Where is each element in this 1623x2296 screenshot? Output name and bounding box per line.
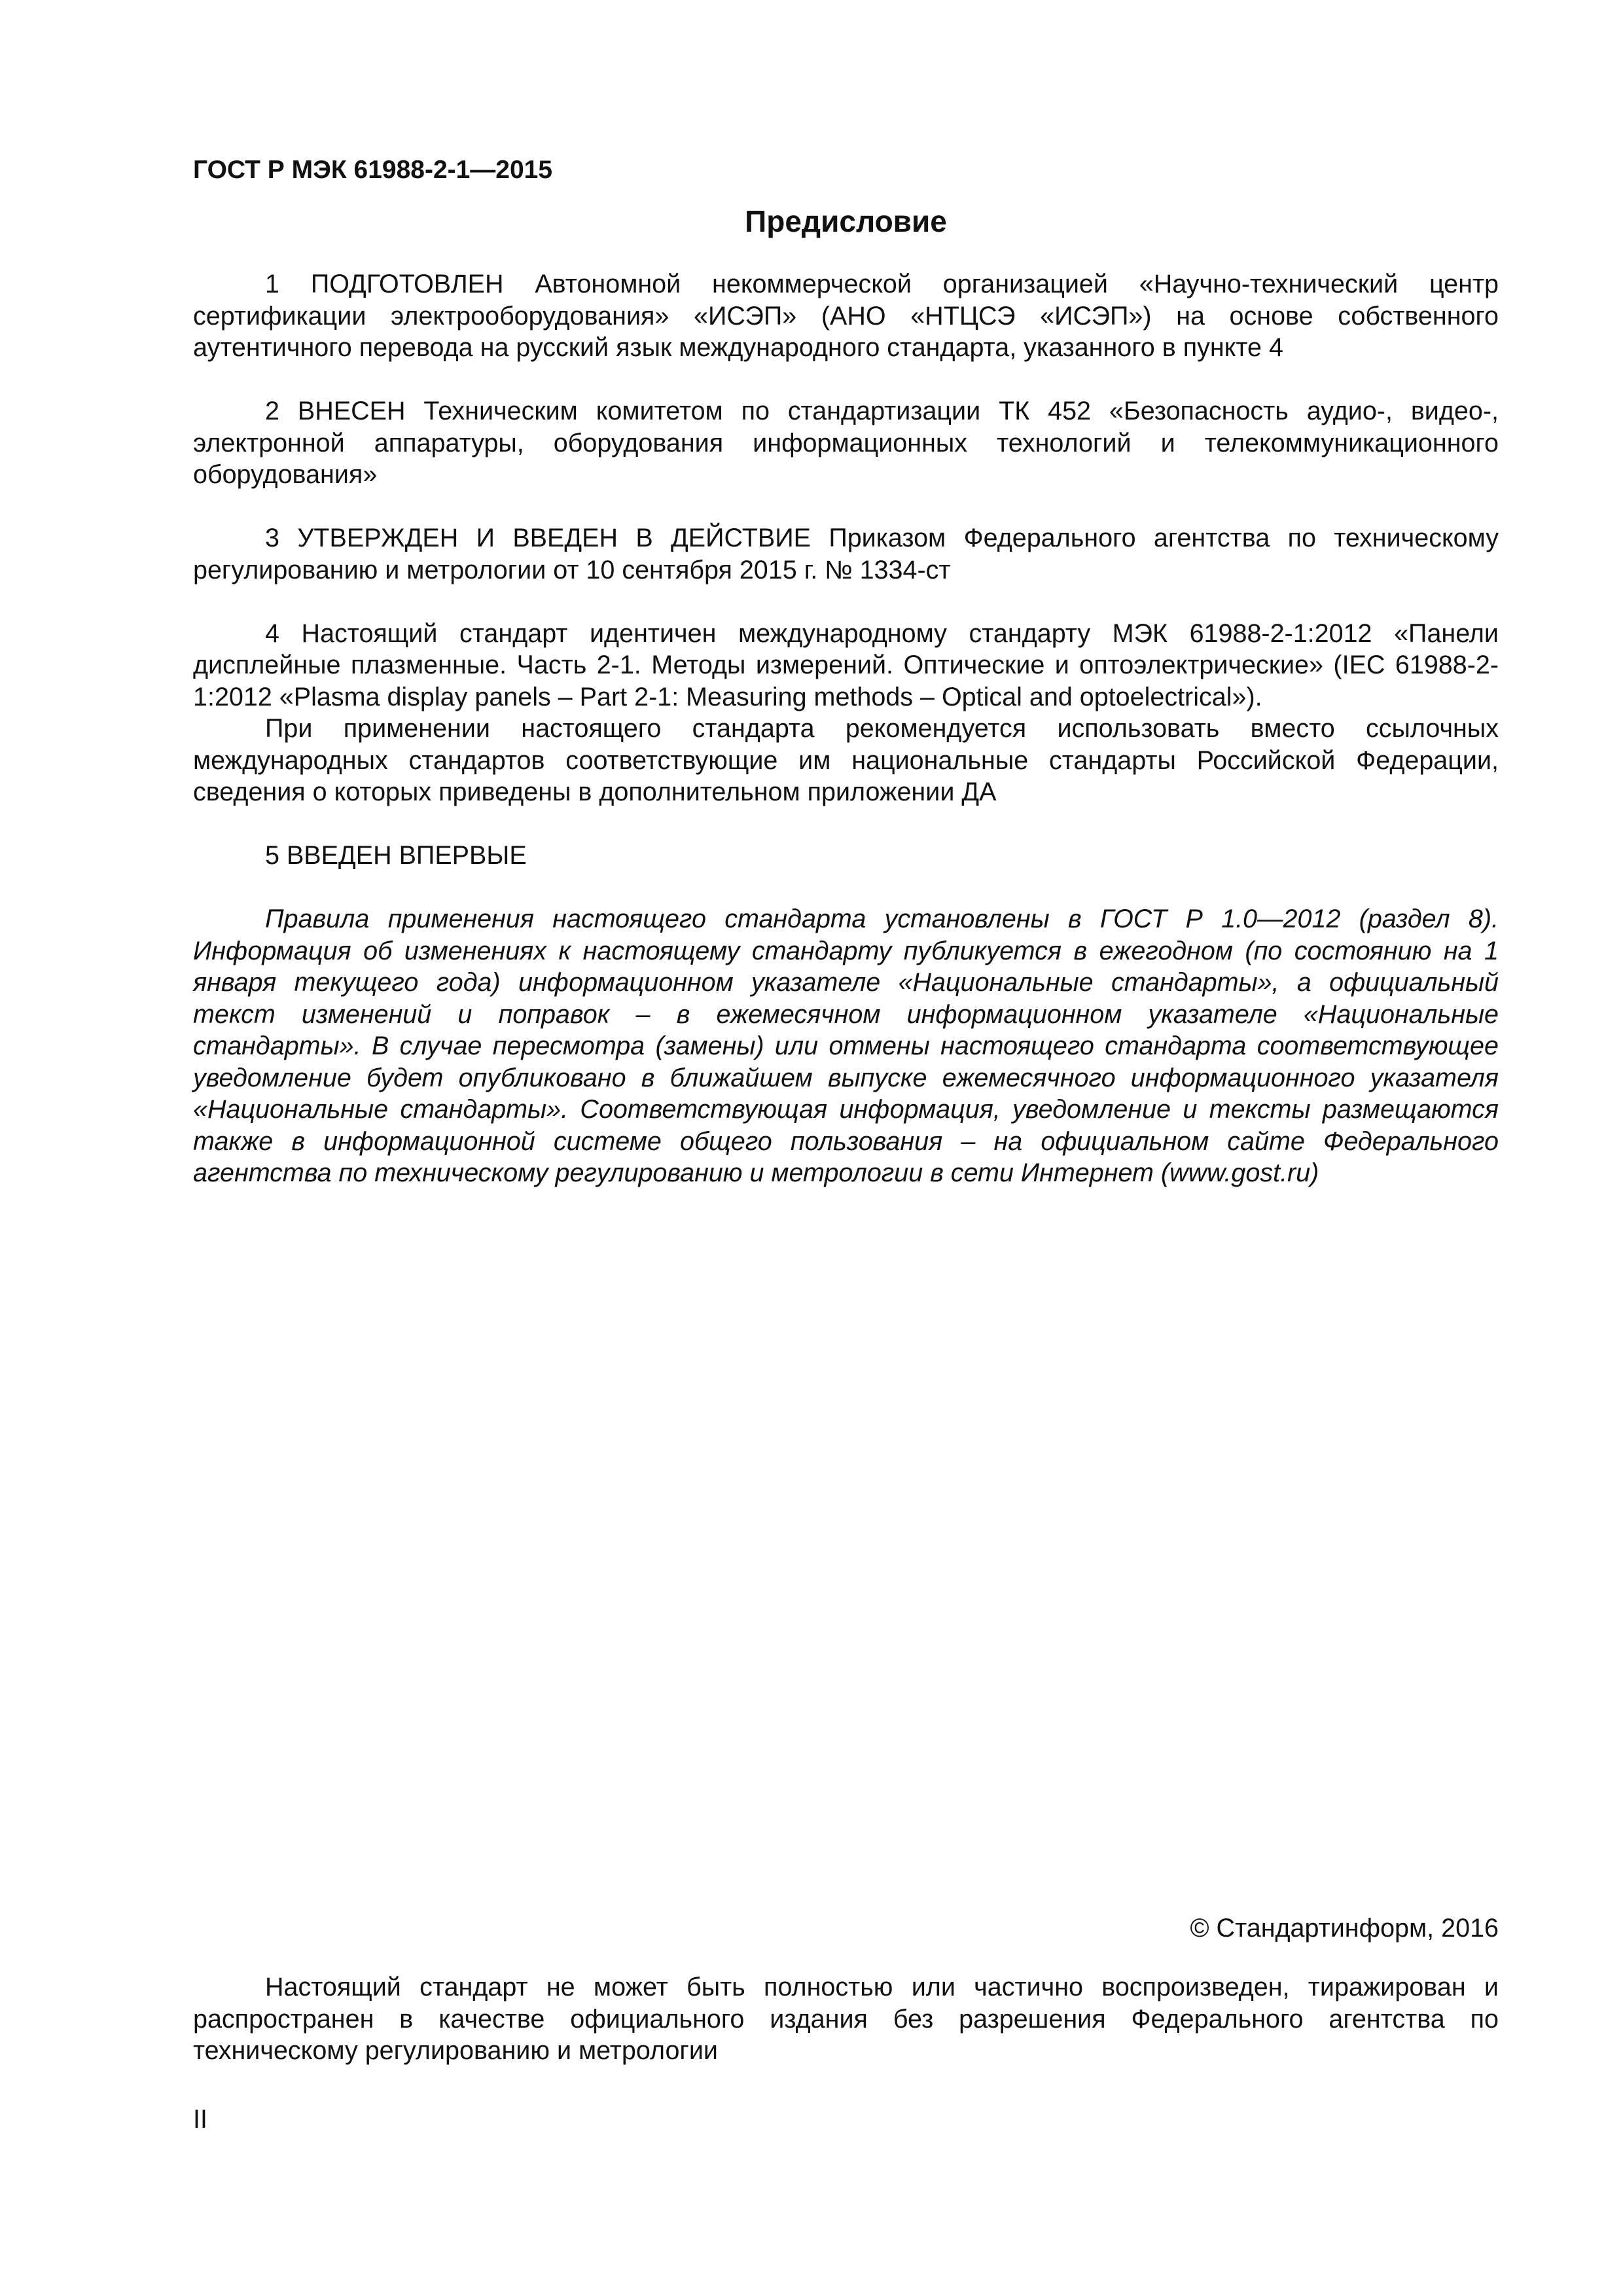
foreword-body xyxy=(193,268,1499,1189)
paragraph-introduced: 5 ВВЕДЕН ВПЕРВЫЕ xyxy=(265,841,527,870)
page-title: Предисловие xyxy=(745,204,947,238)
page-number: II xyxy=(193,2105,207,2134)
rules-note: Правила применения настоящего стандарта установлены в ГОСТ Р 1.0—2012 (раздел 8). Информация об изменениях к настоящему стандарту публикуется в ежегодном (по состоянию на 1 января текущего года) информационном указателе «Национальные стандарты», а официальный текст изменений и поправок – в ежемесячном информационном указателе «Национальные стандарты». В случае пересмотра (замены) или отмены настоящего стандарта соответствующее уведомление будет опубликовано в ближайшем выпуске ежемесячного информационного указателя «Национальные стандарты». Соответствующая информация, уведомление и тексты размещаются также в информационной системе общего пользования – на официальном сайте Федерального агентства по техническому регулированию и метрологии в сети Интернет (www.gost.ru) xyxy=(193,905,1499,1187)
reproduction-notice: Настоящий стандарт не может быть полностью или частично воспроизведен, тиражирован и распространен в качестве официального издания без разрешения Федерального агентства по техническому регулированию и метрологии xyxy=(193,1973,1499,2065)
paragraph-application: При применении настоящего стандарта рекомендуется использовать вместо ссылочных международных стандартов соответствующие им национальные стандарты Российской Федерации, сведения о которых приведены в дополнительном приложении ДА xyxy=(193,714,1499,806)
standard-designation: ГОСТ Р МЭК 61988-2-1—2015 xyxy=(193,156,553,184)
paragraph-identical: 4 Настоящий стандарт идентичен международному стандарту МЭК 61988-2-1:2012 «Панели дисплейные плазменные. Часть 2-1. Методы измерений. Оптические и оптоэлектрические» (IEC 61988-2-1:2012 «Plasma display panels – Part 2-1: Measuring methods – Optical and optoelectrical»). xyxy=(193,619,1499,711)
paragraph-prepared: 1 ПОДГОТОВЛЕН Автономной некоммерческой организацией «Научно-технический центр сертификации электрооборудования» «ИСЭП» (АНО «НТЦСЭ «ИСЭП») на основе собственного аутентичного перевода на русский язык международного стандарта, указанного в пункте 4 xyxy=(193,270,1499,362)
paragraph-approved: 3 УТВЕРЖДЕН И ВВЕДЕН В ДЕЙСТВИЕ Приказом Федерального агентства по техническому регулированию и метрологии от 10 сентября 2015 г. № 1334-ст xyxy=(193,524,1499,584)
paragraph-submitted: 2 ВНЕСЕН Техническим комитетом по стандартизации ТК 452 «Безопасность аудио-, видео-, электронной аппаратуры, оборудования информационных технологий и телекоммуникационного оборудования» xyxy=(193,397,1499,489)
reproduction-notice-block xyxy=(193,1971,1499,2067)
copyright-line: © Стандартинформ, 2016 xyxy=(1190,1914,1499,1943)
